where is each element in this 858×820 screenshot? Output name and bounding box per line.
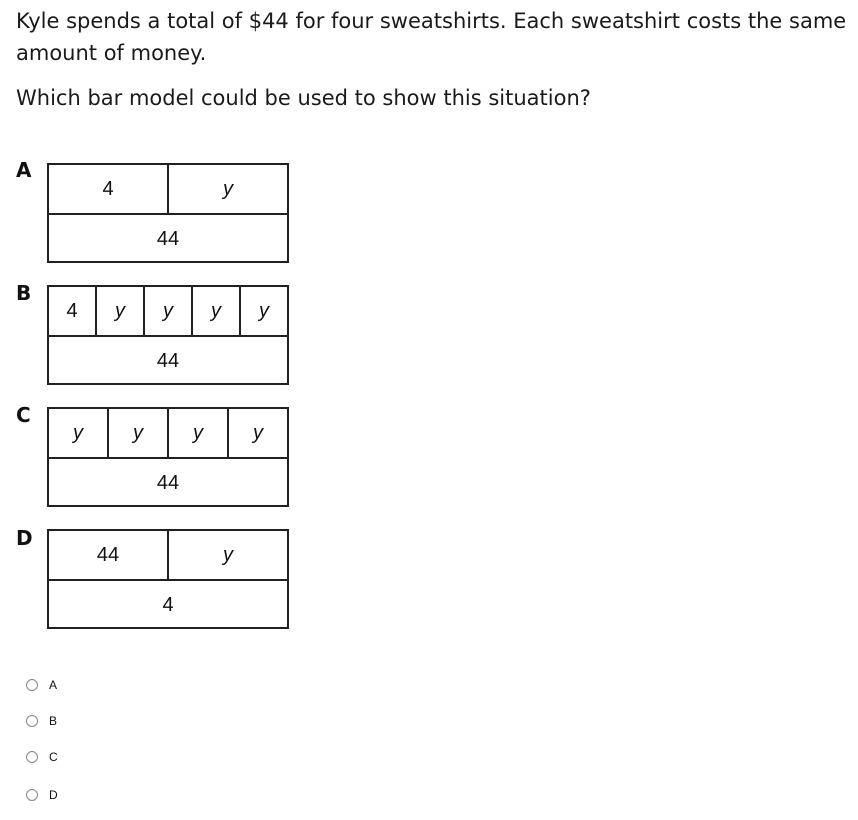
choice-a[interactable] xyxy=(26,675,57,695)
bar-model-total-row xyxy=(49,335,287,385)
choice-b[interactable] xyxy=(26,711,57,731)
radio-button-b[interactable] xyxy=(26,715,38,727)
bar-model-top-row xyxy=(49,165,287,213)
bar-total-cell: 44 xyxy=(156,349,180,372)
bar-model-d xyxy=(47,529,289,629)
bar-cell: 44 xyxy=(96,543,120,566)
bar-cell: y xyxy=(73,421,83,444)
bar-cell: y xyxy=(227,409,287,457)
question-prompt: Which bar model could be used to show this situation? xyxy=(16,86,591,110)
radio-button-d[interactable] xyxy=(26,789,38,801)
choice-c-label: C xyxy=(49,750,58,764)
bar-cell: y xyxy=(107,409,167,457)
model-c-letter: C xyxy=(16,403,31,427)
radio-button-a[interactable] xyxy=(26,679,38,691)
bar-model-c xyxy=(47,407,289,507)
bar-cell: y xyxy=(191,287,239,335)
bar-total-cell: 44 xyxy=(156,227,180,250)
bar-model-total-row xyxy=(49,457,287,507)
bar-total-cell: 44 xyxy=(156,471,180,494)
model-b-letter: B xyxy=(16,281,32,305)
model-a-letter: A xyxy=(16,158,32,182)
bar-cell: y xyxy=(167,165,287,213)
bar-model-top-row xyxy=(49,531,287,579)
bar-total-cell: 4 xyxy=(162,593,174,616)
bar-model-a xyxy=(47,163,289,263)
choice-c[interactable] xyxy=(26,747,58,767)
bar-model-total-row xyxy=(49,579,287,629)
bar-model-b xyxy=(47,285,289,385)
choice-a-label: A xyxy=(49,678,58,692)
bar-model-top-row xyxy=(49,409,287,457)
bar-cell: y xyxy=(167,531,287,579)
bar-model-top-row xyxy=(49,287,287,335)
bar-cell: y xyxy=(143,287,191,335)
bar-cell: y xyxy=(95,287,143,335)
bar-cell: 4 xyxy=(102,177,114,200)
choice-d[interactable] xyxy=(26,785,58,805)
radio-button-c[interactable] xyxy=(26,751,38,763)
question-line-2: amount of money. xyxy=(16,41,207,65)
question-line-1: Kyle spends a total of $44 for four sweatshirts. Each sweatshirt costs the same xyxy=(16,9,847,33)
bar-cell: y xyxy=(167,409,227,457)
bar-model-total-row xyxy=(49,213,287,263)
model-d-letter: D xyxy=(16,526,33,550)
bar-cell: y xyxy=(239,287,287,335)
choice-d-label: D xyxy=(49,788,58,802)
choice-b-label: B xyxy=(49,714,58,728)
bar-cell: 4 xyxy=(66,299,78,322)
